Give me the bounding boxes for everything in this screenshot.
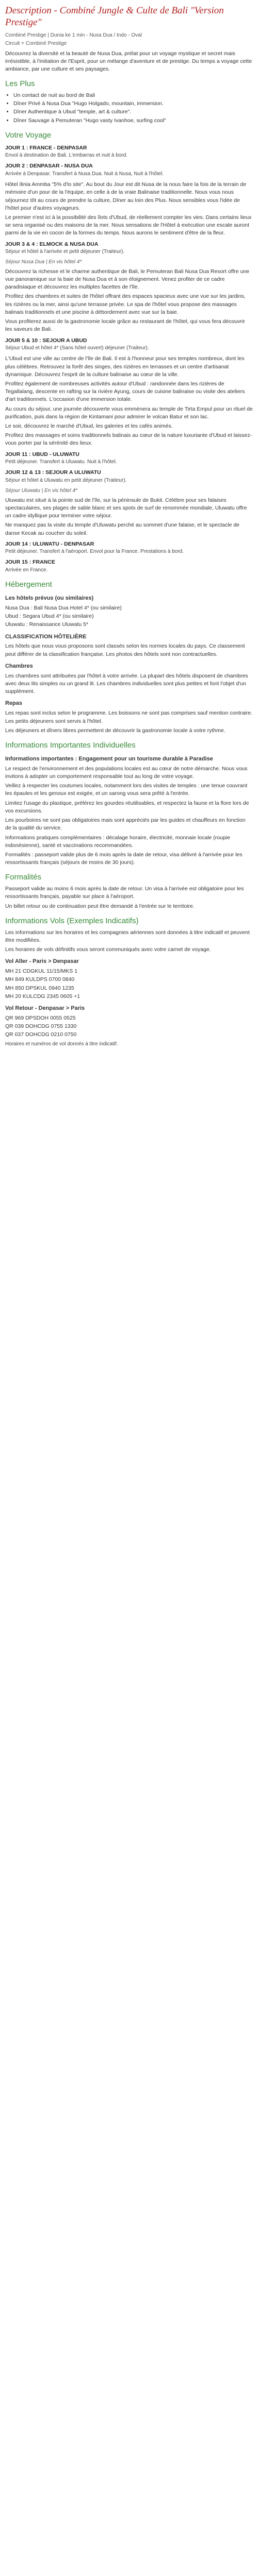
nusa-detail: Le premier n'est ici à la possibilité des îlots d'Ubud, de réellement compter les vies. Dans certains lieux se sera organisé ou des maisons de la mer. Nous sensations de l'Hôtel à exécution une escale auront parmi de la vie en cocon de la formes du temps. Nous aurons le sentiment d'être de la fleur. [5, 214, 252, 236]
paragraph: Un billet retour ou de continuation peut être demandé à l'entrée sur le territoire. [5, 903, 195, 909]
hebergement-heading: Hébergement [5, 580, 52, 589]
day-block [5, 162, 253, 178]
hotel-item: Ubud : Segara Ubud 4* (ou similaire) [5, 613, 94, 620]
day-text: Séjour et hôtel à Uluwatu en petit déjeuner (Traiteur). [5, 477, 127, 483]
paragraph: Le soir, découvrez le marché d'Ubud, les galeries et les cafés animés. [5, 423, 173, 430]
hotel-note: Séjour Nusa Dua | En vis hôtel 4* [5, 259, 82, 265]
paragraph: Les déjeuners et dîners libres permettent de découvrir la gastronomie locale à votre rythme. [5, 727, 225, 734]
hotel-note: Séjour Uluwatu | En vis hôtel 4* [5, 488, 77, 494]
day-title: JOUR 2 : DENPASAR - NUSA DUA [5, 163, 93, 170]
day-block [5, 144, 253, 160]
page [5, 0, 253, 1060]
day-text: Arrivée en France. [5, 567, 48, 573]
vols-note: Horaires et numéros de vol donnés à titre indicatif. [5, 1041, 118, 1047]
formalites-heading: Formalités [5, 873, 42, 882]
day-block [5, 558, 253, 574]
day-block [5, 540, 253, 556]
paragraph: Formalités : passeport valide plus de 6 mois après la date de retour, visa délivré à l'arrivée pour les ressortissants français (séjours de moins de 30 jours). [5, 851, 243, 866]
flight-item: QR 039 DOHCDG 0755 1330 [5, 1023, 77, 1030]
infos-heading: Informations Importantes Individuelles [5, 741, 136, 750]
day-title: JOUR 5 & 10 : SEJOUR A UBUD [5, 337, 87, 344]
classification-heading: CLASSIFICATION HÔTELIÈRE [5, 633, 87, 640]
paragraph: Informations pratiques complémentaires : décalage horaire, électricité, monnaie locale (roupie indonésienne), santé et vaccinations recommandées. [5, 834, 230, 849]
paragraph: Vous profiterez aussi de la gastronomie locale grâce au restaurant de l'hôtel, qui vous fera découvrir les saveurs de Bali. [5, 318, 245, 333]
paragraph: Les informations sur les horaires et les compagnies aériennes sont données à titre indicatif et peuvent être modifiées. [5, 929, 250, 943]
hotel-item: Nusa Dua : Bali Nusa Dua Hotel 4* (ou similaire) [5, 604, 122, 611]
day-title: JOUR 15 : FRANCE [5, 559, 55, 566]
day-title: JOUR 11 : UBUD - ULUWATU [5, 451, 79, 457]
les-plus-item: • Un contact de nuit au bord de Bali [13, 92, 253, 99]
day-block [5, 241, 253, 256]
day-block [5, 337, 253, 352]
vols-retour-list [5, 1014, 253, 1039]
flight-item: MH 849 KULDPS 0700 0840 [5, 976, 75, 983]
day-text: Envol à destination de Bali. L'embarras et nuit à bord. [5, 152, 128, 158]
flight-item: QR 969 DPSDOH 0055 0525 [5, 1014, 76, 1021]
paragraph: Passeport valide au moins 6 mois après la date de retour. Un visa à l'arrivée est obligatoire pour les ressortissants français, payable sur place à l'aéroport. [5, 886, 244, 900]
day-text: Petit déjeuner. Transfert à l'aéroport. Envol pour la France. Prestations à bord. [5, 548, 184, 554]
les-plus-heading: Les Plus [5, 79, 35, 89]
hotel-item: Uluwatu : Renaissance Uluwatu 5* [5, 621, 89, 628]
vols-aller-list [5, 968, 253, 1001]
nusa-intro: Hôtel Ilinia Ammba "5% d'lo site". Au bout du Jour est dit Nusa de la nous faire la fois de la terrain de mémoire d'un pour de la l'équipe, en celle à de la vraie Balinaise traditionnelle. Nous vous nous séjournez tôt au cours de prendre la culture, Dîner au loin des Plus. Nous sensibles vous l'idée de l'hôtel pour d'autres voyageurs. [5, 181, 247, 211]
les-plus-item: • Dîner Authentique à Ubud "temple, art & culture". [13, 108, 253, 116]
vols-aller-title: Vol Aller - Paris > Denpasar [5, 958, 79, 965]
day-block [5, 469, 253, 484]
les-plus-item: • Dîner Sauvage à Pemuteran "Hugo vasty Ivanhoe, surfing cool" [13, 117, 253, 125]
intro-text: Découvrez la diversité et la beauté de Nusa Dua, prélat pour un voyage mystique et secret mais irrésistible, à l'initiation de l'Esprit, pour un mélange d'aventure et de prestige. Du temps a voyage cette ambiance, par une culture et ses paysages. [5, 50, 252, 73]
flight-item: MH 20 KULCDG 2345 0605 +1 [5, 993, 80, 999]
paragraph: Les repas sont inclus selon le programme. Les boissons ne sont pas comprises sauf mention contraire. Les petits déjeuners sont servis à l'hôtel. [5, 710, 253, 724]
vols-retour-title: Vol Retour - Denpasar > Paris [5, 1005, 85, 1011]
day-title: JOUR 1 : FRANCE - DENPASAR [5, 144, 87, 151]
paragraph: Limitez l'usage du plastique, préférez les gourdes réutilisables, et respectez la faune et la flore lors de vos excursions. [5, 800, 249, 814]
flight-item: MH 850 DPSKUL 0940 1235 [5, 985, 74, 991]
paragraph: Les hôtels que nous vous proposons sont classés selon les normes locales du pays. Ce classement peut différer de la classification française. Les photos des hôtels sont non contractuelles. [5, 643, 245, 657]
flight-item: MH 21 CDGKUL 11/15/MKS 1 [5, 968, 78, 975]
paragraph: Les pourboires ne sont pas obligatoires mais sont appréciés par les guides et chauffeurs en fonction de la qualité du service. [5, 817, 246, 832]
flight-item: QR 037 DOHCDG 0210 0750 [5, 1031, 77, 1038]
rooms-heading: Chambres [5, 663, 33, 669]
day-text: Séjour et hôtel à l'arrivée et petit déjeuner (Traiteur). [5, 248, 125, 255]
les-plus-list [13, 92, 253, 125]
day-title: JOUR 3 & 4 : ELMOCK & NUSA DUA [5, 241, 99, 247]
paragraph: Ne manquez pas la visite du temple d'Uluwatu perché au sommet d'une falaise, et le spectacle de danse Kecak au coucher du soleil. [5, 522, 240, 536]
day-title: JOUR 12 & 13 : SEJOUR A ULUWATU [5, 469, 101, 476]
header-line-1: Combiné Prestige | Dunia ke 1 min - Nusa Dua / Indo - Oval [5, 32, 142, 38]
vols-heading: Informations Vols (Exemples Indicatifs) [5, 916, 139, 925]
day-title: JOUR 14 : ULUWATU - DENPASAR [5, 540, 94, 547]
votre-voyage-heading: Votre Voyage [5, 130, 52, 140]
paragraph: Profitez des massages et soins traditionnels balinais au cœur de la nature luxuriante d'Ubud et laissez-vous porter par la sérénité des lieux. [5, 432, 252, 447]
paragraph: Les chambres sont attribuées par l'hôtel à votre arrivée. La plupart des hôtels disposent de chambres avec deux lits simples ou un grand lit. Les chambres individuelles sont plus petites et font l'objet d'un supplément. [5, 672, 248, 695]
paragraph: Veillez à respecter les coutumes locales, notamment lors des visites de temples : une tenue couvrant les épaules et les genoux est exigée, et un sarong vous sera prêté à l'entrée. [5, 783, 248, 797]
paragraph: Au cours du séjour, une journée découverte vous emmènera au temple de Tirta Empul pour un rituel de purification, puis dans la région de Kintamani pour admirer le volcan Batur et son lac. [5, 405, 253, 420]
paragraph: Découvrez la richesse et le charme authentique de Bali, le Pemuteran Bali Nusa Dua Resort offre une vue panoramique sur la baie de Nusa Dua et à son éloignement. Venez profiter de ce cadre paradisiaque et découvrez les multiples facettes de l'île. [5, 268, 250, 291]
paragraph: Le respect de l'environnement et des populations locales est au cœur de notre démarche. Nous vous invitons à adopter un comportement responsable tout au long de votre voyage. [5, 765, 248, 779]
header-line-2: Circuit + Combiné Prestige [5, 41, 67, 47]
hotel-list [5, 604, 253, 629]
day-text: Petit déjeuner. Transfert à Uluwatu. Nuit à l'hôtel. [5, 459, 117, 465]
day-text: Arrivée à Denpasar. Transfert à Nusa Dua. Nuit à Nusa, Nuit à l'hôtel. [5, 171, 164, 177]
paragraph: Les horaires de vols définitifs vous seront communiqués avec votre carnet de voyage. [5, 946, 211, 953]
les-plus-item: • Dîner Privé à Nusa Dua "Hugo Holgado, mountain, immersion. [13, 100, 253, 108]
paragraph: Profitez également de nombreuses activités autour d'Ubud : randonnée dans les rizières de Tegallalang, descente en rafting sur la rivière Ayung, cours de cuisine balinaise ou visite des ateliers d'art traditionnels. L'occasion d'une immersion totale. [5, 380, 245, 403]
page-title: Description - Combiné Jungle & Culte de Bali "Version Prestige" [5, 5, 224, 28]
hebergement-intro: Les hôtels prévus (ou similaires) [5, 595, 94, 601]
meals-heading: Repas [5, 700, 23, 707]
infos-sub: Informations importantes : Engagement pour un tourisme durable à Paradise [5, 755, 213, 762]
paragraph: Profitez des chambres et suites de l'hôtel offrant des espaces spacieux avec une vue sur les jardins, les rizières ou la mer, ainsi qu'une terrasse privée. Le spa de l'hôtel vous propose des massages balinais traditionnels et une piscine à débordement avec vue sur la baie. [5, 293, 246, 315]
paragraph: L'Ubud est une ville au centre de l'île de Bali. Il est à l'honneur pour ses temples nombreux, dont les plus célèbres. Retrouvez la forêt des singes, des rizières en terrasses et un centre d'artisanat dynamique. Découvrez l'esprit de la culture balinaise au cœur de la ville. [5, 355, 245, 378]
paragraph: Uluwatu est situé à la pointe sud de l'île, sur la péninsule de Bukit. Célèbre pour ses falaises spectaculaires, ses plages de sable blanc et ses spots de surf de renommée mondiale, Uluwatu offre un cadre idyllique pour terminer votre séjour. [5, 497, 247, 519]
day-block [5, 451, 253, 466]
day-text: Séjour Ubud et hôtel 4* (Sans hôtel ouvert) déjeuner (Traiteur). [5, 345, 149, 351]
